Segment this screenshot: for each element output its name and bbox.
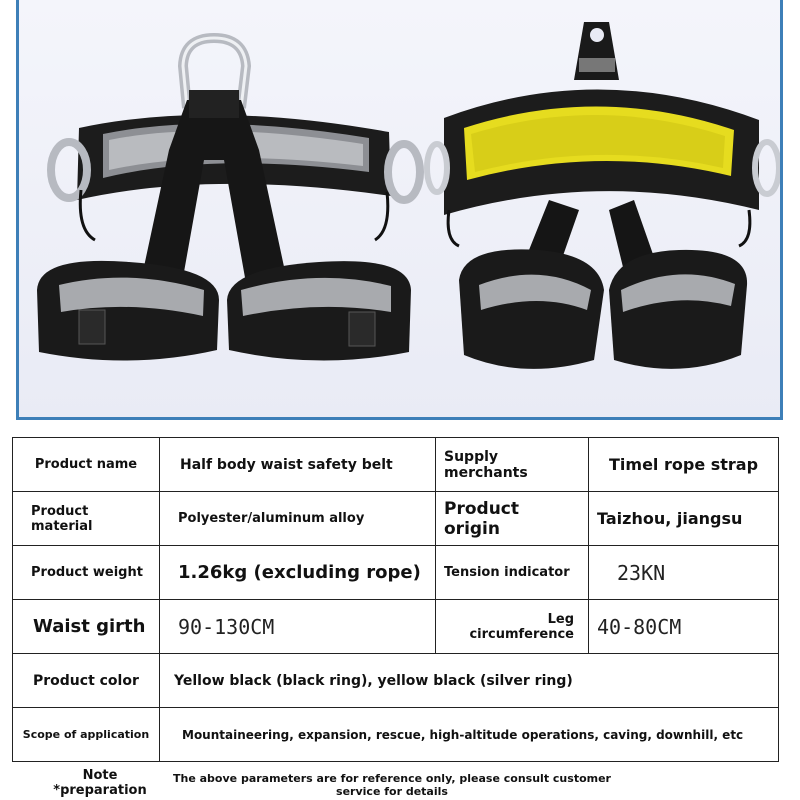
leg-circumference-value: 40-80CM bbox=[589, 600, 779, 654]
front-right-ring bbox=[388, 144, 420, 200]
scope-value: Mountaineering, expansion, rescue, high-altitude operations, caving, downhill, etc bbox=[160, 708, 779, 762]
waist-girth-value: 90-130CM bbox=[160, 600, 436, 654]
leg-circumference-label: Leg circumference bbox=[436, 600, 589, 654]
product-name-label: Product name bbox=[13, 438, 160, 492]
table-row bbox=[13, 546, 779, 600]
product-photo-panel bbox=[16, 0, 783, 420]
note-text: The above parameters are for reference only, please consult customer service for details bbox=[173, 772, 611, 798]
table-row bbox=[13, 438, 779, 492]
back-left-leg-loop bbox=[459, 249, 604, 369]
waist-girth-label: Waist girth bbox=[13, 600, 160, 654]
front-harness bbox=[37, 38, 420, 361]
supply-merchants-value: Timel rope strap bbox=[589, 438, 779, 492]
note-section bbox=[12, 764, 778, 800]
tension-indicator-value: 23KN bbox=[589, 546, 779, 600]
table-row bbox=[13, 492, 779, 546]
note-label: Note *preparation bbox=[53, 768, 147, 798]
table-row bbox=[13, 708, 779, 762]
supply-merchants-label: Supply merchants bbox=[436, 438, 589, 492]
product-material-value: Polyester/aluminum alloy bbox=[160, 492, 436, 546]
tension-indicator-label: Tension indicator bbox=[436, 546, 589, 600]
product-weight-label: Product weight bbox=[13, 546, 160, 600]
harness-illustration bbox=[19, 0, 783, 420]
product-weight-value: 1.26kg (excluding rope) bbox=[160, 546, 436, 600]
product-material-label: Product material bbox=[13, 492, 160, 546]
table-row bbox=[13, 600, 779, 654]
spec-table bbox=[12, 437, 779, 762]
product-origin-label: Product origin bbox=[436, 492, 589, 546]
product-color-value: Yellow black (black ring), yellow black (silver ring) bbox=[160, 654, 779, 708]
product-origin-value: Taizhou, jiangsu bbox=[589, 492, 779, 546]
table-row bbox=[13, 654, 779, 708]
product-name-value: Half body waist safety belt bbox=[160, 438, 436, 492]
product-color-label: Product color bbox=[13, 654, 160, 708]
back-harness bbox=[427, 22, 779, 369]
scope-label: Scope of application bbox=[13, 708, 160, 762]
